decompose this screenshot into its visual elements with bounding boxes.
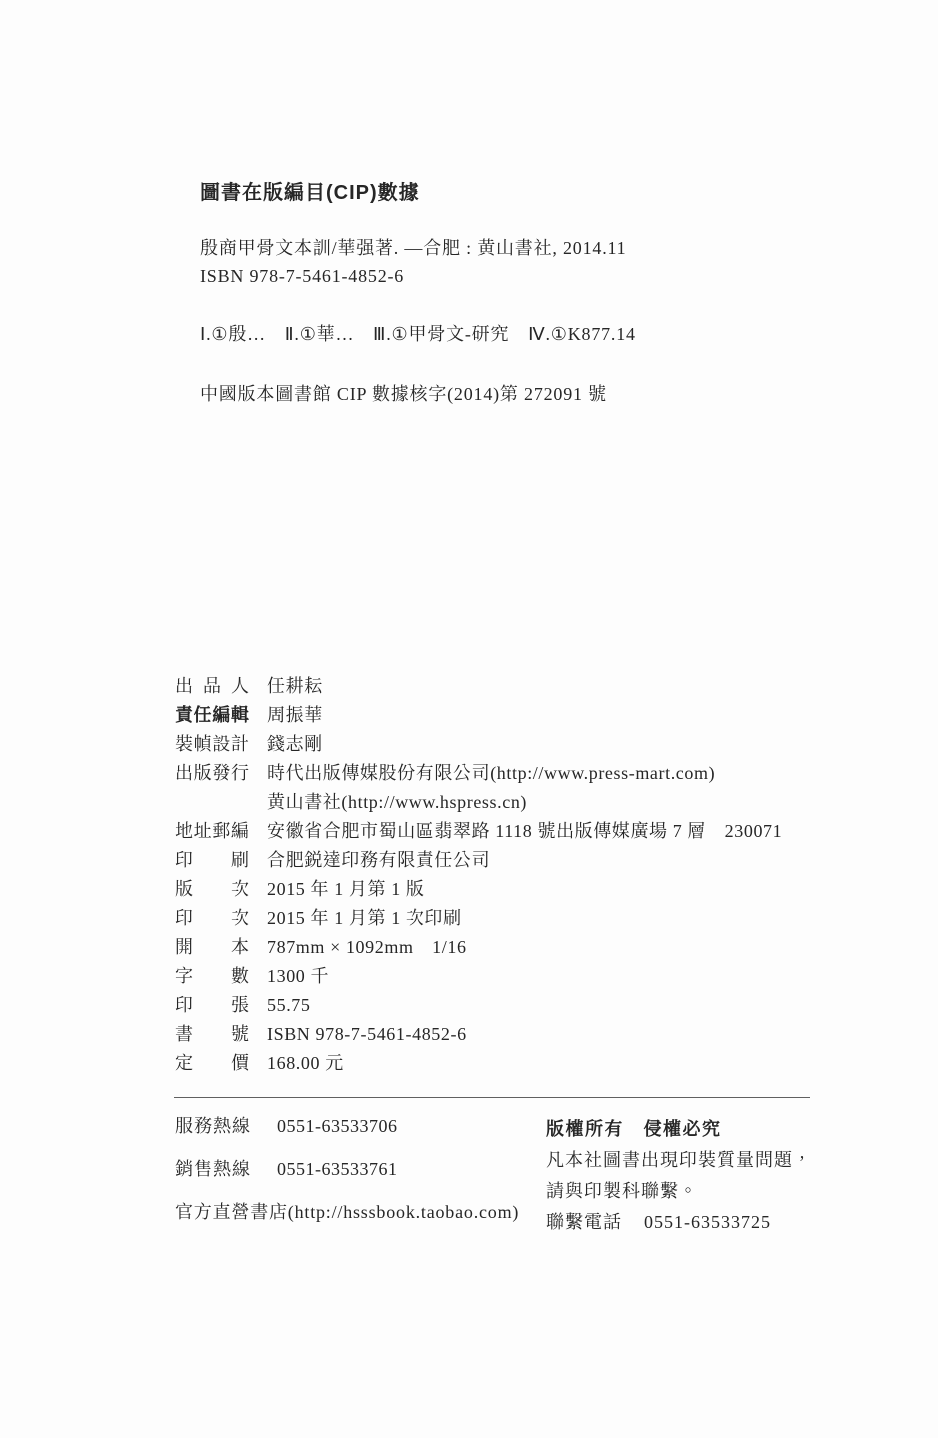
service-hotline-row (175, 1112, 519, 1140)
copyright-notice: 版權所有 侵權必究 (546, 1119, 722, 1139)
contact-phone-number: 0551-63533725 (644, 1212, 771, 1232)
imprint-row-wordcount (175, 962, 815, 991)
imprint-value: 時代出版傳媒股份有限公司(http://www.press-mart.com) (267, 763, 716, 783)
imprint-label: 印刷 (175, 850, 249, 870)
cip-record-line: 殷商甲骨文本訓/華强著. —合肥 : 黄山書社, 2014.11 (200, 238, 627, 258)
contact-phone-label: 聯繫電話 (546, 1212, 622, 1232)
sales-hotline-number: 0551-63533761 (277, 1159, 398, 1179)
quality-notice-line-1: 凡本社圖書出現印裝質量問題， (546, 1150, 812, 1170)
footer-right-column (546, 1114, 906, 1238)
sales-hotline-label: 銷售熱線 (175, 1159, 251, 1179)
imprint-label: 印張 (175, 995, 249, 1015)
imprint-row-designer (175, 730, 815, 759)
imprint-row-printing (175, 904, 815, 933)
imprint-row-sheets (175, 991, 815, 1020)
cip-title: 圖書在版編目(CIP)數據 (200, 182, 420, 204)
imprint-row-publisher-2 (175, 788, 815, 817)
imprint-row-editor (175, 701, 815, 730)
imprint-value: 錢志剛 (267, 734, 323, 754)
imprint-value: 任耕耘 (267, 676, 323, 696)
imprint-label: 書號 (175, 1024, 249, 1044)
imprint-row-printer (175, 846, 815, 875)
imprint-block (175, 672, 815, 1078)
imprint-row-format (175, 933, 815, 962)
imprint-row-edition (175, 875, 815, 904)
imprint-label: 版次 (175, 879, 249, 899)
footer-left-column (175, 1112, 519, 1226)
imprint-value: 安徽省合肥市蜀山區翡翠路 1118 號出版傳媒廣場 7 層 230071 (267, 821, 783, 841)
imprint-value: 周振華 (267, 705, 323, 725)
quality-notice-line-2: 請與印製科聯繫。 (546, 1181, 698, 1201)
contact-phone-row (546, 1207, 906, 1238)
imprint-label: 裝幀設計 (175, 734, 249, 754)
imprint-value: 168.00 元 (267, 1053, 344, 1073)
imprint-value: 1300 千 (267, 966, 330, 986)
cip-isbn-line: ISBN 978-7-5461-4852-6 (200, 266, 405, 286)
imprint-row-publisher (175, 759, 815, 788)
service-hotline-number: 0551-63533706 (277, 1116, 398, 1136)
imprint-row-producer (175, 672, 815, 701)
imprint-label: 地址郵編 (175, 821, 249, 841)
imprint-value: 787mm × 1092mm 1/16 (267, 937, 467, 957)
imprint-row-address (175, 817, 815, 846)
cip-classification-line: Ⅰ.①殷… Ⅱ.①華… Ⅲ.①甲骨文-研究 Ⅳ.①K877.14 (200, 324, 636, 344)
imprint-label: 出品人 (175, 676, 249, 696)
imprint-value: 合肥鋭達印務有限責任公司 (267, 850, 491, 870)
imprint-value: 黄山書社(http://www.hspress.cn) (267, 792, 528, 812)
imprint-label: 字數 (175, 966, 249, 986)
imprint-row-isbn (175, 1020, 815, 1049)
imprint-label: 出版發行 (175, 763, 249, 783)
service-hotline-label: 服務熱線 (175, 1116, 251, 1136)
sales-hotline-row (175, 1155, 519, 1183)
imprint-value: 2015 年 1 月第 1 版 (267, 879, 425, 899)
official-store-line: 官方直營書店(http://hsssbook.taobao.com) (175, 1202, 520, 1222)
imprint-label: 責任編輯 (175, 705, 249, 725)
divider-line (174, 1097, 810, 1098)
imprint-row-price (175, 1049, 815, 1078)
cip-registry-line: 中國版本圖書館 CIP 數據核字(2014)第 272091 號 (200, 384, 607, 404)
imprint-value: 2015 年 1 月第 1 次印刷 (267, 908, 462, 928)
imprint-label: 開本 (175, 937, 249, 957)
cip-block (200, 180, 760, 408)
imprint-value: 55.75 (267, 995, 311, 1015)
imprint-label: 定價 (175, 1053, 249, 1073)
imprint-value: ISBN 978-7-5461-4852-6 (267, 1024, 467, 1044)
imprint-label: 印次 (175, 908, 249, 928)
